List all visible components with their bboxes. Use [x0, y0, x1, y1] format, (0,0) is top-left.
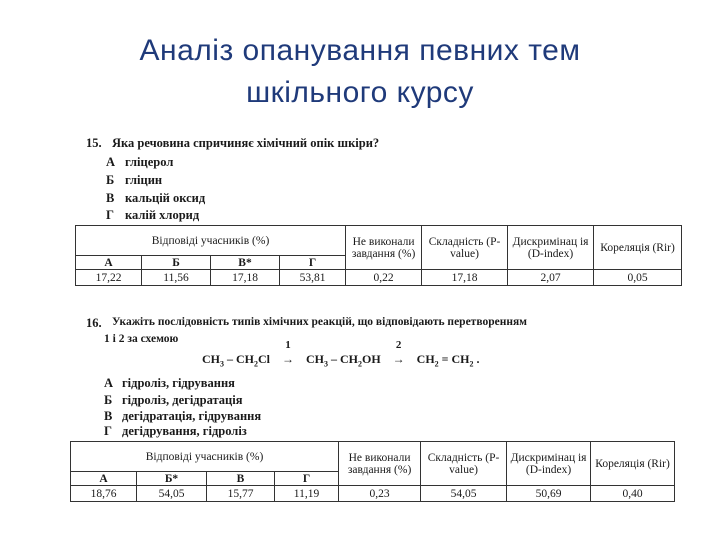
table-cell: 2,07 [508, 270, 594, 286]
table-header-correlation: Кореляція (Rir) [591, 442, 675, 486]
q15-option-text: гліцерол [125, 155, 174, 169]
table-cell: 54,05 [137, 486, 207, 502]
scheme-sub: 3 [220, 359, 224, 369]
table-cell: 18,76 [71, 486, 137, 502]
q16-results-table [70, 441, 675, 502]
q15-results-table [75, 225, 682, 286]
q16-option-letter: В [104, 409, 113, 423]
scheme-part: Cl [258, 352, 270, 366]
arrow-2: 2 → [384, 352, 414, 367]
scheme-sub: 2 [469, 359, 474, 369]
table-cell: 11,56 [142, 270, 211, 286]
q16-option-text: дегідрування, гідроліз [122, 424, 247, 438]
table-header-discrimination: Дискримінац ія (D-index) [508, 226, 594, 270]
scheme-sub: 3 [324, 359, 328, 369]
scheme-sub: 2 [358, 359, 362, 369]
table-cell: 50,69 [507, 486, 591, 502]
q15-option-letter: В [106, 191, 115, 205]
answer-letter: А [76, 256, 142, 270]
scheme-part: CH [306, 352, 324, 366]
scheme-part: = CH [438, 352, 470, 366]
table-header-answers: Відповіді учасників (%) [76, 226, 346, 256]
arrow-1: 1 → [273, 352, 303, 367]
q15-option-letter: А [106, 155, 116, 169]
table-header-not-done: Не виконали завдання (%) [339, 442, 421, 486]
q16-option-letter: Г [104, 424, 112, 438]
answer-letter: Б [142, 256, 211, 270]
answer-letter: Б* [137, 472, 207, 486]
table-header-correlation: Кореляція (Rir) [594, 226, 682, 270]
q15-option-text: калій хлорид [125, 208, 200, 222]
q16-option-text: гідроліз, дегідратація [122, 393, 243, 407]
q15-option-text: гліцин [125, 173, 163, 187]
scheme-part: . [473, 352, 480, 366]
table-cell: 17,18 [422, 270, 508, 286]
question-16-text-line-1: Укажіть послідовність типів хімічних реакцій, що відповідають перетворенням [112, 316, 528, 328]
scheme-part: CH [202, 352, 220, 366]
q16-option-text: гідроліз, гідрування [122, 376, 235, 390]
table-cell: 15,77 [207, 486, 275, 502]
question-15-text: Яка речовина спричиняє хімічний опік шкіри? [112, 136, 380, 150]
table-cell: 54,05 [421, 486, 507, 502]
title-line-1: Аналіз опанування певних тем [139, 34, 581, 67]
title-line-2: шкільного курсу [246, 76, 474, 109]
q15-option-text: кальцій оксид [125, 191, 206, 205]
table-cell: 0,40 [591, 486, 675, 502]
answer-letter: В* [211, 256, 280, 270]
table-cell: 17,18 [211, 270, 280, 286]
answer-letter: Г [280, 256, 346, 270]
table-cell: 0,22 [346, 270, 422, 286]
scheme-part: OH [362, 352, 381, 366]
arrow-label: 1 [285, 339, 291, 351]
answer-letter: А [71, 472, 137, 486]
page-title [0, 30, 720, 114]
answer-letter: В [207, 472, 275, 486]
question-16-number: 16. [86, 316, 102, 330]
q15-option-letter: Б [106, 173, 115, 187]
q16-option-letter: А [104, 376, 114, 390]
answer-letter: Г [275, 472, 339, 486]
q16-option-letter: Б [104, 393, 113, 407]
table-cell: 0,05 [594, 270, 682, 286]
table-header-discrimination: Дискримінац ія (D-index) [507, 442, 591, 486]
question-16-text-line-2: 1 і 2 за схемою [104, 333, 179, 345]
scheme-part: – CH [224, 352, 254, 366]
scheme-part: – CH [328, 352, 358, 366]
reaction-scheme [202, 339, 480, 369]
q16-option-text: дегідратація, гідрування [122, 409, 262, 423]
table-cell: 17,22 [76, 270, 142, 286]
arrow-label: 2 [395, 339, 402, 351]
table-cell: 0,23 [339, 486, 421, 502]
q15-option-letter: Г [106, 208, 114, 222]
table-header-difficulty: Складність (P-value) [421, 442, 507, 486]
table-cell: 11,19 [275, 486, 339, 502]
table-header-not-done: Не виконали завдання (%) [346, 226, 422, 270]
question-15-number: 15. [86, 136, 102, 150]
table-header-difficulty: Складність (P-value) [422, 226, 508, 270]
scheme-sub: 2 [434, 359, 439, 369]
scheme-sub: 2 [254, 359, 258, 369]
table-cell: 53,81 [280, 270, 346, 286]
table-header-answers: Відповіді учасників (%) [71, 442, 339, 472]
scheme-part: CH [416, 352, 435, 366]
